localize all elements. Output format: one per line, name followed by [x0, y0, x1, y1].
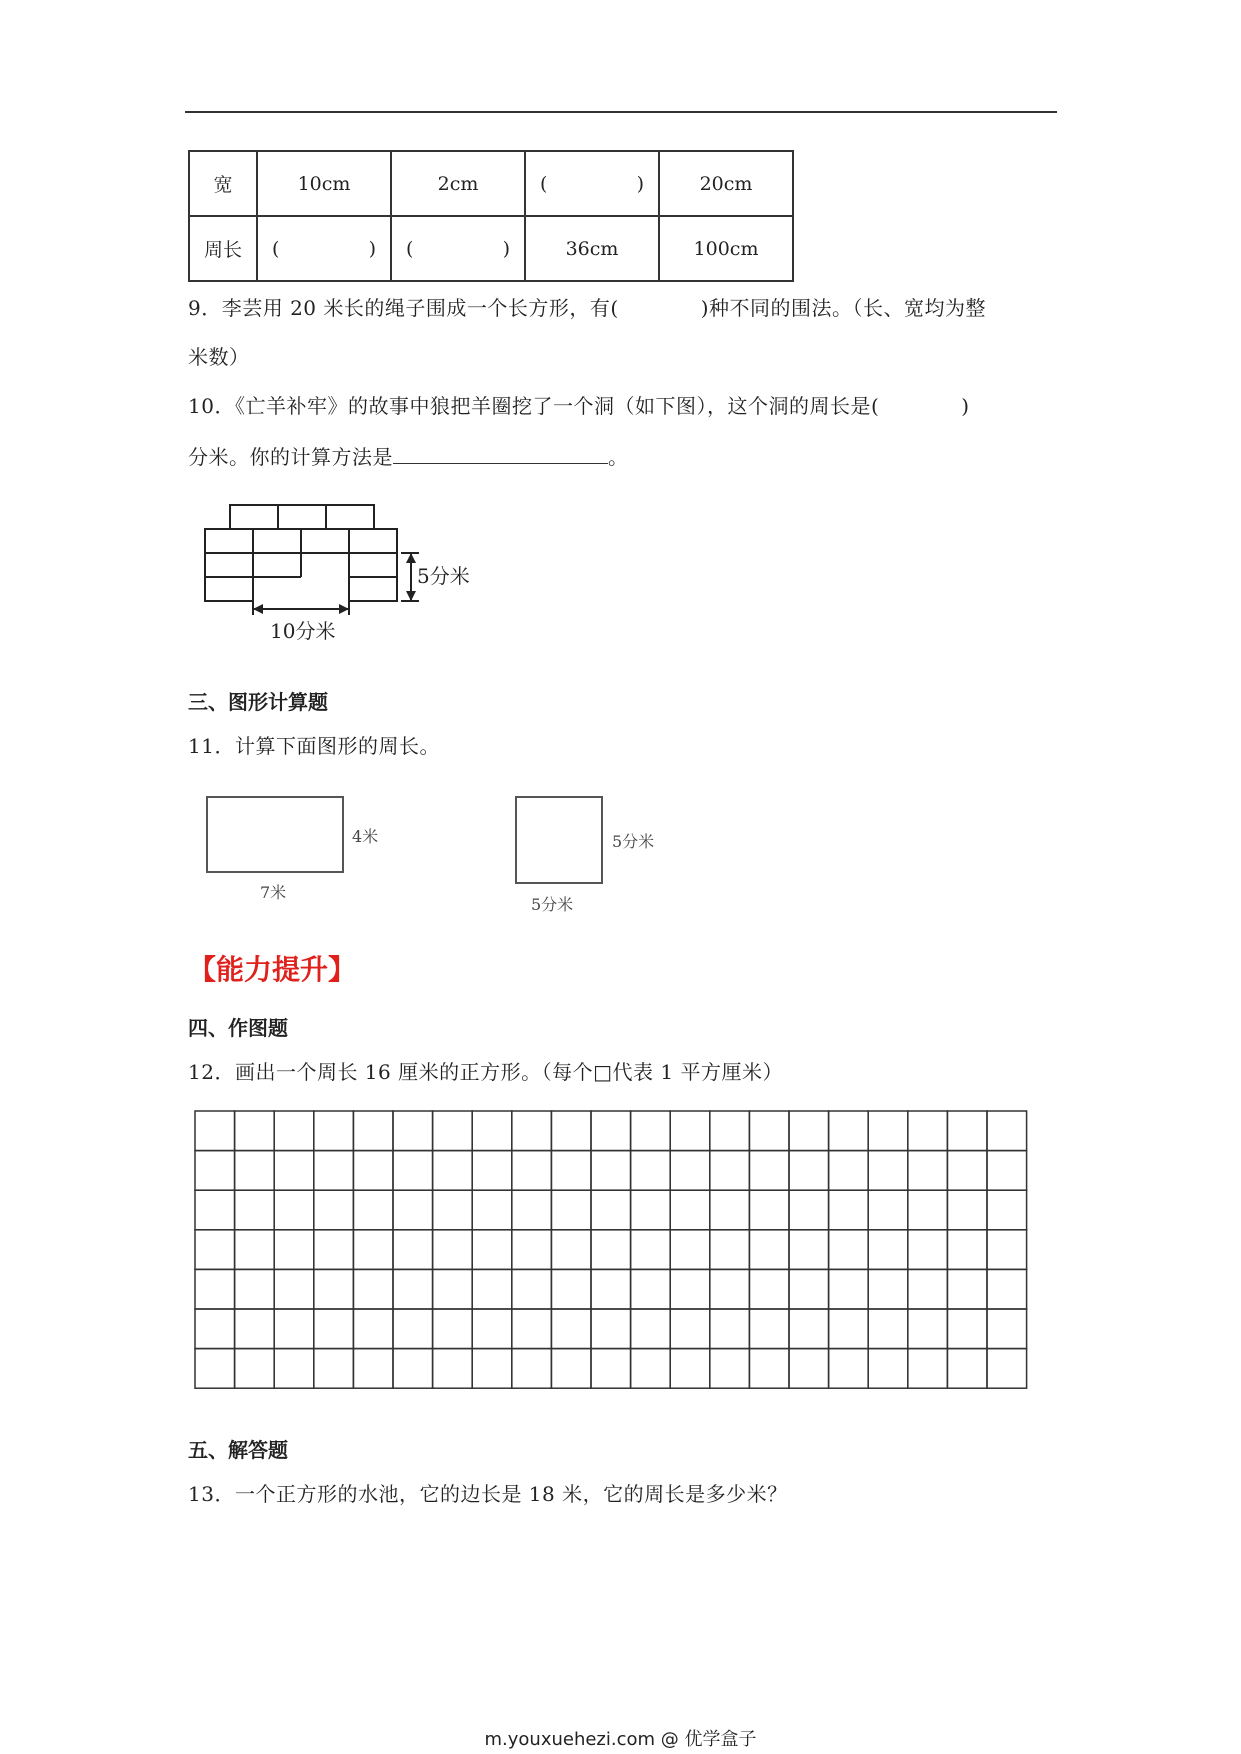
grid-cell[interactable] [987, 1190, 1027, 1230]
grid-cell[interactable] [512, 1309, 552, 1349]
grid-cell[interactable] [195, 1111, 235, 1151]
brick [326, 505, 374, 529]
grid-cell[interactable] [314, 1111, 354, 1151]
grid-cell[interactable] [512, 1230, 552, 1270]
ability-banner: 【能力提升】 [188, 953, 357, 986]
header-rule [185, 111, 1057, 113]
grid-cell[interactable] [472, 1349, 512, 1389]
brick [205, 529, 253, 553]
grid-cell[interactable] [472, 1190, 512, 1230]
grid-cell[interactable] [472, 1151, 512, 1191]
grid-cell[interactable] [829, 1190, 869, 1230]
grid-cell[interactable] [670, 1190, 710, 1230]
grid-cell[interactable] [670, 1151, 710, 1191]
grid-cell[interactable] [591, 1269, 631, 1309]
grid-cell[interactable] [235, 1230, 275, 1270]
grid-cell[interactable] [274, 1190, 314, 1230]
grid-cell[interactable] [749, 1230, 789, 1270]
grid-cell[interactable] [670, 1309, 710, 1349]
grid-cell[interactable] [908, 1151, 948, 1191]
brick [349, 553, 397, 577]
grid-cell[interactable] [393, 1309, 433, 1349]
grid-cell[interactable] [512, 1269, 552, 1309]
grid-cell[interactable] [631, 1309, 671, 1349]
grid-cell[interactable] [987, 1349, 1027, 1389]
grid-cell[interactable] [353, 1111, 393, 1151]
grid-cell[interactable] [789, 1151, 829, 1191]
grid-cell[interactable] [829, 1151, 869, 1191]
grid-cell[interactable] [908, 1269, 948, 1309]
grid-cell[interactable] [274, 1230, 314, 1270]
grid-cell[interactable] [512, 1111, 552, 1151]
grid-cell[interactable] [868, 1151, 908, 1191]
question-10-line1: 10．《亡羊补牢》的故事中狼把羊圈挖了一个洞（如下图），这个洞的周长是( ) [188, 394, 970, 418]
grid-cell[interactable] [274, 1111, 314, 1151]
width-label: 10分米 [270, 619, 336, 643]
grid-cell[interactable] [393, 1349, 433, 1389]
brick [349, 577, 397, 601]
grid-cell[interactable] [353, 1309, 393, 1349]
grid-cell[interactable] [274, 1151, 314, 1191]
grid-cell[interactable] [908, 1349, 948, 1389]
grid-cell[interactable] [987, 1309, 1027, 1349]
grid-cell[interactable] [314, 1190, 354, 1230]
grid-cell[interactable] [433, 1309, 473, 1349]
grid-cell[interactable] [591, 1309, 631, 1349]
drawing-grid[interactable] [194, 1110, 1030, 1392]
rectangle-shape [207, 797, 343, 872]
grid-cell[interactable] [393, 1111, 433, 1151]
rect-width-label: 7米 [260, 883, 287, 902]
grid-cell[interactable] [551, 1309, 591, 1349]
grid-cell[interactable] [591, 1111, 631, 1151]
grid-cell[interactable] [353, 1230, 393, 1270]
grid-cell[interactable] [789, 1309, 829, 1349]
grid-cell[interactable] [433, 1151, 473, 1191]
grid-cell[interactable] [195, 1349, 235, 1389]
grid-cell[interactable] [353, 1151, 393, 1191]
grid-cell[interactable] [235, 1309, 275, 1349]
grid-cell[interactable] [472, 1111, 512, 1151]
grid-cell[interactable] [195, 1269, 235, 1309]
blank-cell: ( ) [525, 151, 659, 216]
table-row [189, 216, 793, 281]
grid-cell[interactable] [631, 1269, 671, 1309]
grid-cell[interactable] [631, 1190, 671, 1230]
grid-cell[interactable] [947, 1309, 987, 1349]
brick-edge [253, 553, 301, 577]
section-5-title: 五、解答题 [188, 1438, 288, 1462]
section-4-title: 四、作图题 [188, 1016, 288, 1040]
grid-cell[interactable] [551, 1190, 591, 1230]
blank-cell: ( ) [257, 216, 391, 281]
grid-cell[interactable] [393, 1269, 433, 1309]
table-cell: 20cm [659, 151, 793, 216]
grid-cell[interactable] [749, 1309, 789, 1349]
grid-cell[interactable] [195, 1309, 235, 1349]
grid-cell[interactable] [749, 1190, 789, 1230]
brick [349, 529, 397, 553]
grid-cell[interactable] [670, 1230, 710, 1270]
grid-cell[interactable] [472, 1309, 512, 1349]
grid-cell[interactable] [433, 1269, 473, 1309]
grid-cell[interactable] [789, 1111, 829, 1151]
question-9-line1: 9．李芸用 20 米长的绳子围成一个长方形，有( )种不同的围法。（长、宽均为整 [188, 296, 986, 320]
grid-cell[interactable] [433, 1111, 473, 1151]
blank-cell: ( ) [391, 216, 525, 281]
grid-cell[interactable] [472, 1269, 512, 1309]
grid-cell[interactable] [631, 1111, 671, 1151]
brick [253, 529, 301, 553]
grid-cell[interactable] [195, 1230, 235, 1270]
grid-cell[interactable] [314, 1349, 354, 1389]
grid-cell[interactable] [789, 1269, 829, 1309]
table-cell: 100cm [659, 216, 793, 281]
grid-cell[interactable] [393, 1190, 433, 1230]
grid-cell[interactable] [591, 1230, 631, 1270]
grid-cell[interactable] [710, 1111, 750, 1151]
grid-cell[interactable] [591, 1151, 631, 1191]
grid-cell[interactable] [710, 1349, 750, 1389]
grid-cell[interactable] [987, 1269, 1027, 1309]
grid-cell[interactable] [908, 1309, 948, 1349]
grid-cell[interactable] [710, 1151, 750, 1191]
grid-cell[interactable] [710, 1309, 750, 1349]
grid-cell[interactable] [433, 1190, 473, 1230]
grid-cell[interactable] [314, 1309, 354, 1349]
grid-cell[interactable] [433, 1230, 473, 1270]
table-row [189, 151, 793, 216]
grid-cell[interactable] [551, 1349, 591, 1389]
grid-cell[interactable] [987, 1151, 1027, 1191]
grid-cell[interactable] [472, 1230, 512, 1270]
grid-cell[interactable] [868, 1269, 908, 1309]
rect-height-label: 4米 [352, 827, 379, 846]
perimeter-figures [200, 790, 700, 920]
grid-cell[interactable] [947, 1111, 987, 1151]
grid-cell[interactable] [987, 1230, 1027, 1270]
brick [205, 553, 253, 577]
grid-cell[interactable] [987, 1111, 1027, 1151]
grid-cell[interactable] [512, 1190, 552, 1230]
question-11-text: 11．计算下面图形的周长。 [188, 734, 440, 758]
grid-cell[interactable] [868, 1349, 908, 1389]
grid-cell[interactable] [314, 1151, 354, 1191]
grid-cell[interactable] [274, 1309, 314, 1349]
grid-cell[interactable] [670, 1269, 710, 1309]
brick-wall-figure [195, 495, 485, 655]
grid-cell[interactable] [353, 1269, 393, 1309]
table-cell: 36cm [525, 216, 659, 281]
grid-cell[interactable] [314, 1230, 354, 1270]
grid-cell[interactable] [235, 1269, 275, 1309]
grid-cell[interactable] [393, 1151, 433, 1191]
grid-cell[interactable] [947, 1349, 987, 1389]
grid-cell[interactable] [670, 1349, 710, 1389]
square-height-label: 5分米 [612, 832, 655, 851]
grid-cell[interactable] [235, 1111, 275, 1151]
grid-cell[interactable] [868, 1190, 908, 1230]
grid-cell[interactable] [710, 1190, 750, 1230]
grid-cell[interactable] [393, 1230, 433, 1270]
grid-cell[interactable] [908, 1190, 948, 1230]
grid-cell[interactable] [868, 1230, 908, 1270]
grid-cell[interactable] [947, 1151, 987, 1191]
grid-cell[interactable] [631, 1349, 671, 1389]
grid-cell[interactable] [749, 1111, 789, 1151]
grid-cell[interactable] [591, 1349, 631, 1389]
grid-cell[interactable] [749, 1269, 789, 1309]
grid-cell[interactable] [631, 1151, 671, 1191]
grid-cell[interactable] [551, 1269, 591, 1309]
grid-cell[interactable] [710, 1230, 750, 1270]
row-label: 宽 [189, 151, 257, 216]
footer-watermark: m.youxuehezi.com @ 优学盒子 [484, 1729, 757, 1750]
grid-cell[interactable] [195, 1151, 235, 1191]
grid-cell[interactable] [235, 1190, 275, 1230]
square-shape [516, 797, 602, 883]
brick [205, 577, 253, 601]
grid-cell[interactable] [433, 1349, 473, 1389]
grid-cell[interactable] [670, 1111, 710, 1151]
section-3-title: 三、图形计算题 [188, 690, 328, 714]
table-cell: 10cm [257, 151, 391, 216]
grid-cell[interactable] [829, 1230, 869, 1270]
grid-cell[interactable] [868, 1309, 908, 1349]
dimension-table [188, 150, 794, 282]
grid-cell[interactable] [710, 1269, 750, 1309]
grid-cell[interactable] [829, 1111, 869, 1151]
grid-cell[interactable] [789, 1190, 829, 1230]
brick [278, 505, 326, 529]
question-10-line2: 分米。你的计算方法是 。 [188, 445, 629, 469]
question-13-text: 13．一个正方形的水池，它的边长是 18 米，它的周长是多少米？ [188, 1482, 788, 1506]
question-9-line2: 米数） [188, 345, 250, 369]
square-width-label: 5分米 [531, 895, 574, 914]
grid-cell[interactable] [908, 1230, 948, 1270]
grid-cell[interactable] [789, 1230, 829, 1270]
grid-cell[interactable] [512, 1151, 552, 1191]
grid-cell[interactable] [551, 1151, 591, 1191]
grid-cell[interactable] [512, 1349, 552, 1389]
grid-cell[interactable] [789, 1349, 829, 1389]
grid-cell[interactable] [829, 1349, 869, 1389]
grid-cell[interactable] [631, 1230, 671, 1270]
grid-cell[interactable] [908, 1111, 948, 1151]
grid-cell[interactable] [353, 1349, 393, 1389]
grid-cell[interactable] [551, 1230, 591, 1270]
grid-cell[interactable] [591, 1190, 631, 1230]
grid-cell[interactable] [314, 1269, 354, 1309]
grid-cell[interactable] [353, 1190, 393, 1230]
grid-cell[interactable] [274, 1269, 314, 1309]
grid-cell[interactable] [947, 1190, 987, 1230]
grid-cell[interactable] [868, 1111, 908, 1151]
table-cell: 2cm [391, 151, 525, 216]
grid-cell[interactable] [829, 1309, 869, 1349]
grid-cell[interactable] [195, 1190, 235, 1230]
brick [301, 529, 349, 553]
row-label: 周长 [189, 216, 257, 281]
grid-cell[interactable] [274, 1349, 314, 1389]
height-label: 5分米 [417, 564, 470, 588]
brick [230, 505, 278, 529]
grid-cell[interactable] [235, 1151, 275, 1191]
grid-cell[interactable] [829, 1269, 869, 1309]
grid-cell[interactable] [749, 1349, 789, 1389]
grid-cell[interactable] [235, 1349, 275, 1389]
answer-blank [393, 443, 608, 464]
grid-cell[interactable] [947, 1230, 987, 1270]
grid-cell[interactable] [749, 1151, 789, 1191]
grid-cell[interactable] [947, 1269, 987, 1309]
question-12-text: 12．画出一个周长 16 厘米的正方形。（每个□代表 1 平方厘米） [188, 1060, 783, 1084]
grid-cell[interactable] [551, 1111, 591, 1151]
